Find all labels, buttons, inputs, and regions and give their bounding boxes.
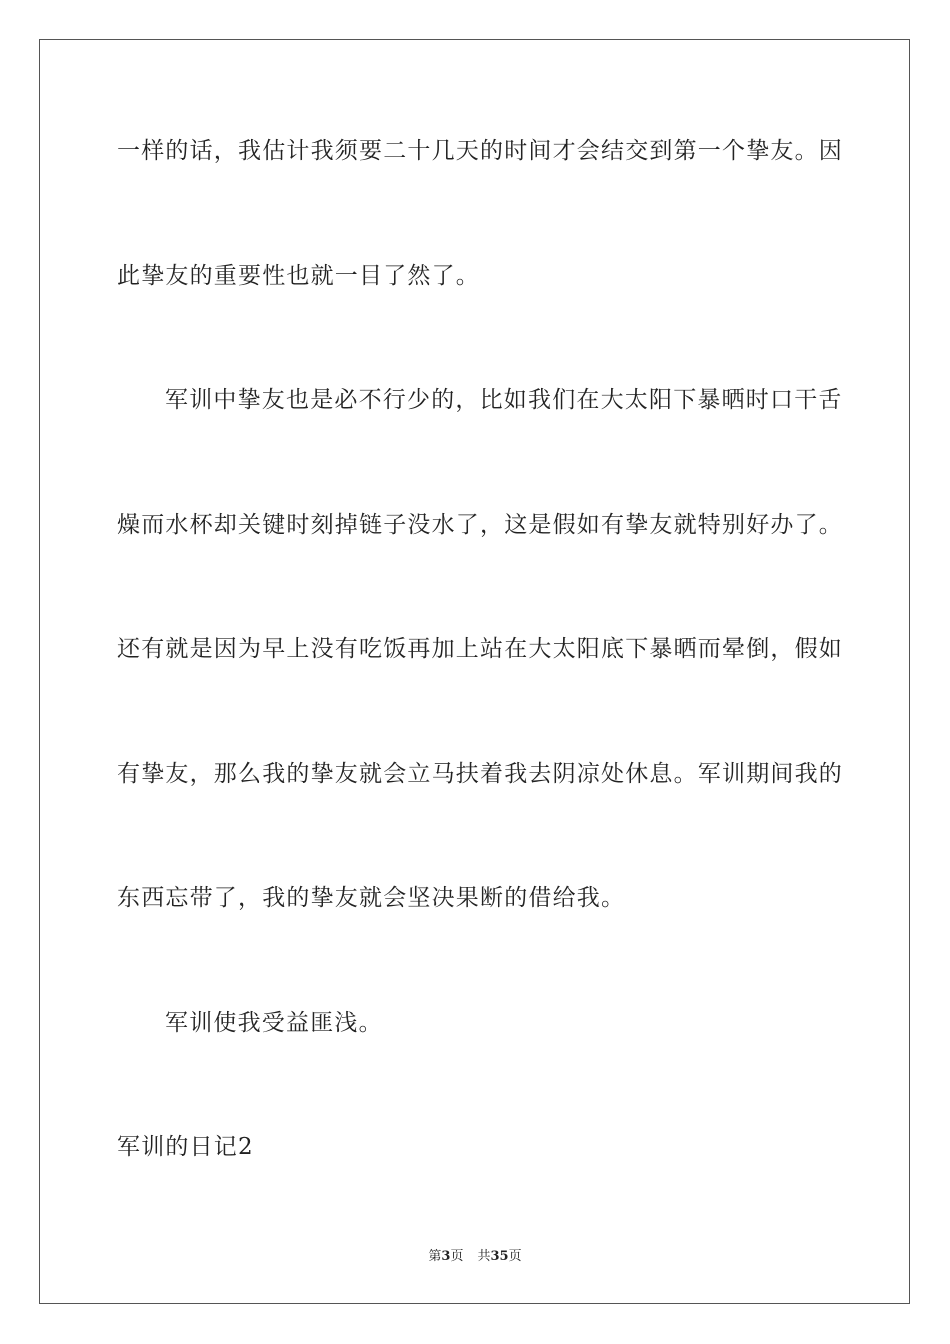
- total-unit: 页: [508, 1249, 522, 1264]
- body-line-7: 东西忘带了，我的挚友就会坚决果断的借给我。: [117, 885, 626, 911]
- total-pages: 35: [490, 1249, 509, 1264]
- page-number: 3: [441, 1249, 451, 1264]
- section-heading: 军训的日记2: [117, 1134, 254, 1160]
- page-footer: [0, 1248, 950, 1266]
- body-line-2: 此挚友的重要性也就一目了然了。: [117, 263, 480, 289]
- total-prefix: 共: [477, 1249, 491, 1264]
- body-line-5: 还有就是因为早上没有吃饭再加上站在大太阳底下暴晒而晕倒，假如: [117, 636, 843, 662]
- body-line-8: 军训使我受益匪浅。: [165, 1010, 383, 1036]
- body-line-6: 有挚友，那么我的挚友就会立马扶着我去阴凉处休息。军训期间我的: [117, 761, 843, 787]
- body-line-1: 一样的话，我估计我须要二十几天的时间才会结交到第一个挚友。因: [117, 138, 843, 164]
- page-border: [39, 39, 910, 1304]
- body-line-3: 军训中挚友也是必不行少的，比如我们在大太阳下暴晒时口干舌: [165, 387, 843, 413]
- page-prefix: 第: [428, 1249, 442, 1264]
- body-line-4: 燥而水杯却关键时刻掉链子没水了，这是假如有挚友就特别好办了。: [117, 512, 843, 538]
- page-unit: 页: [450, 1249, 464, 1264]
